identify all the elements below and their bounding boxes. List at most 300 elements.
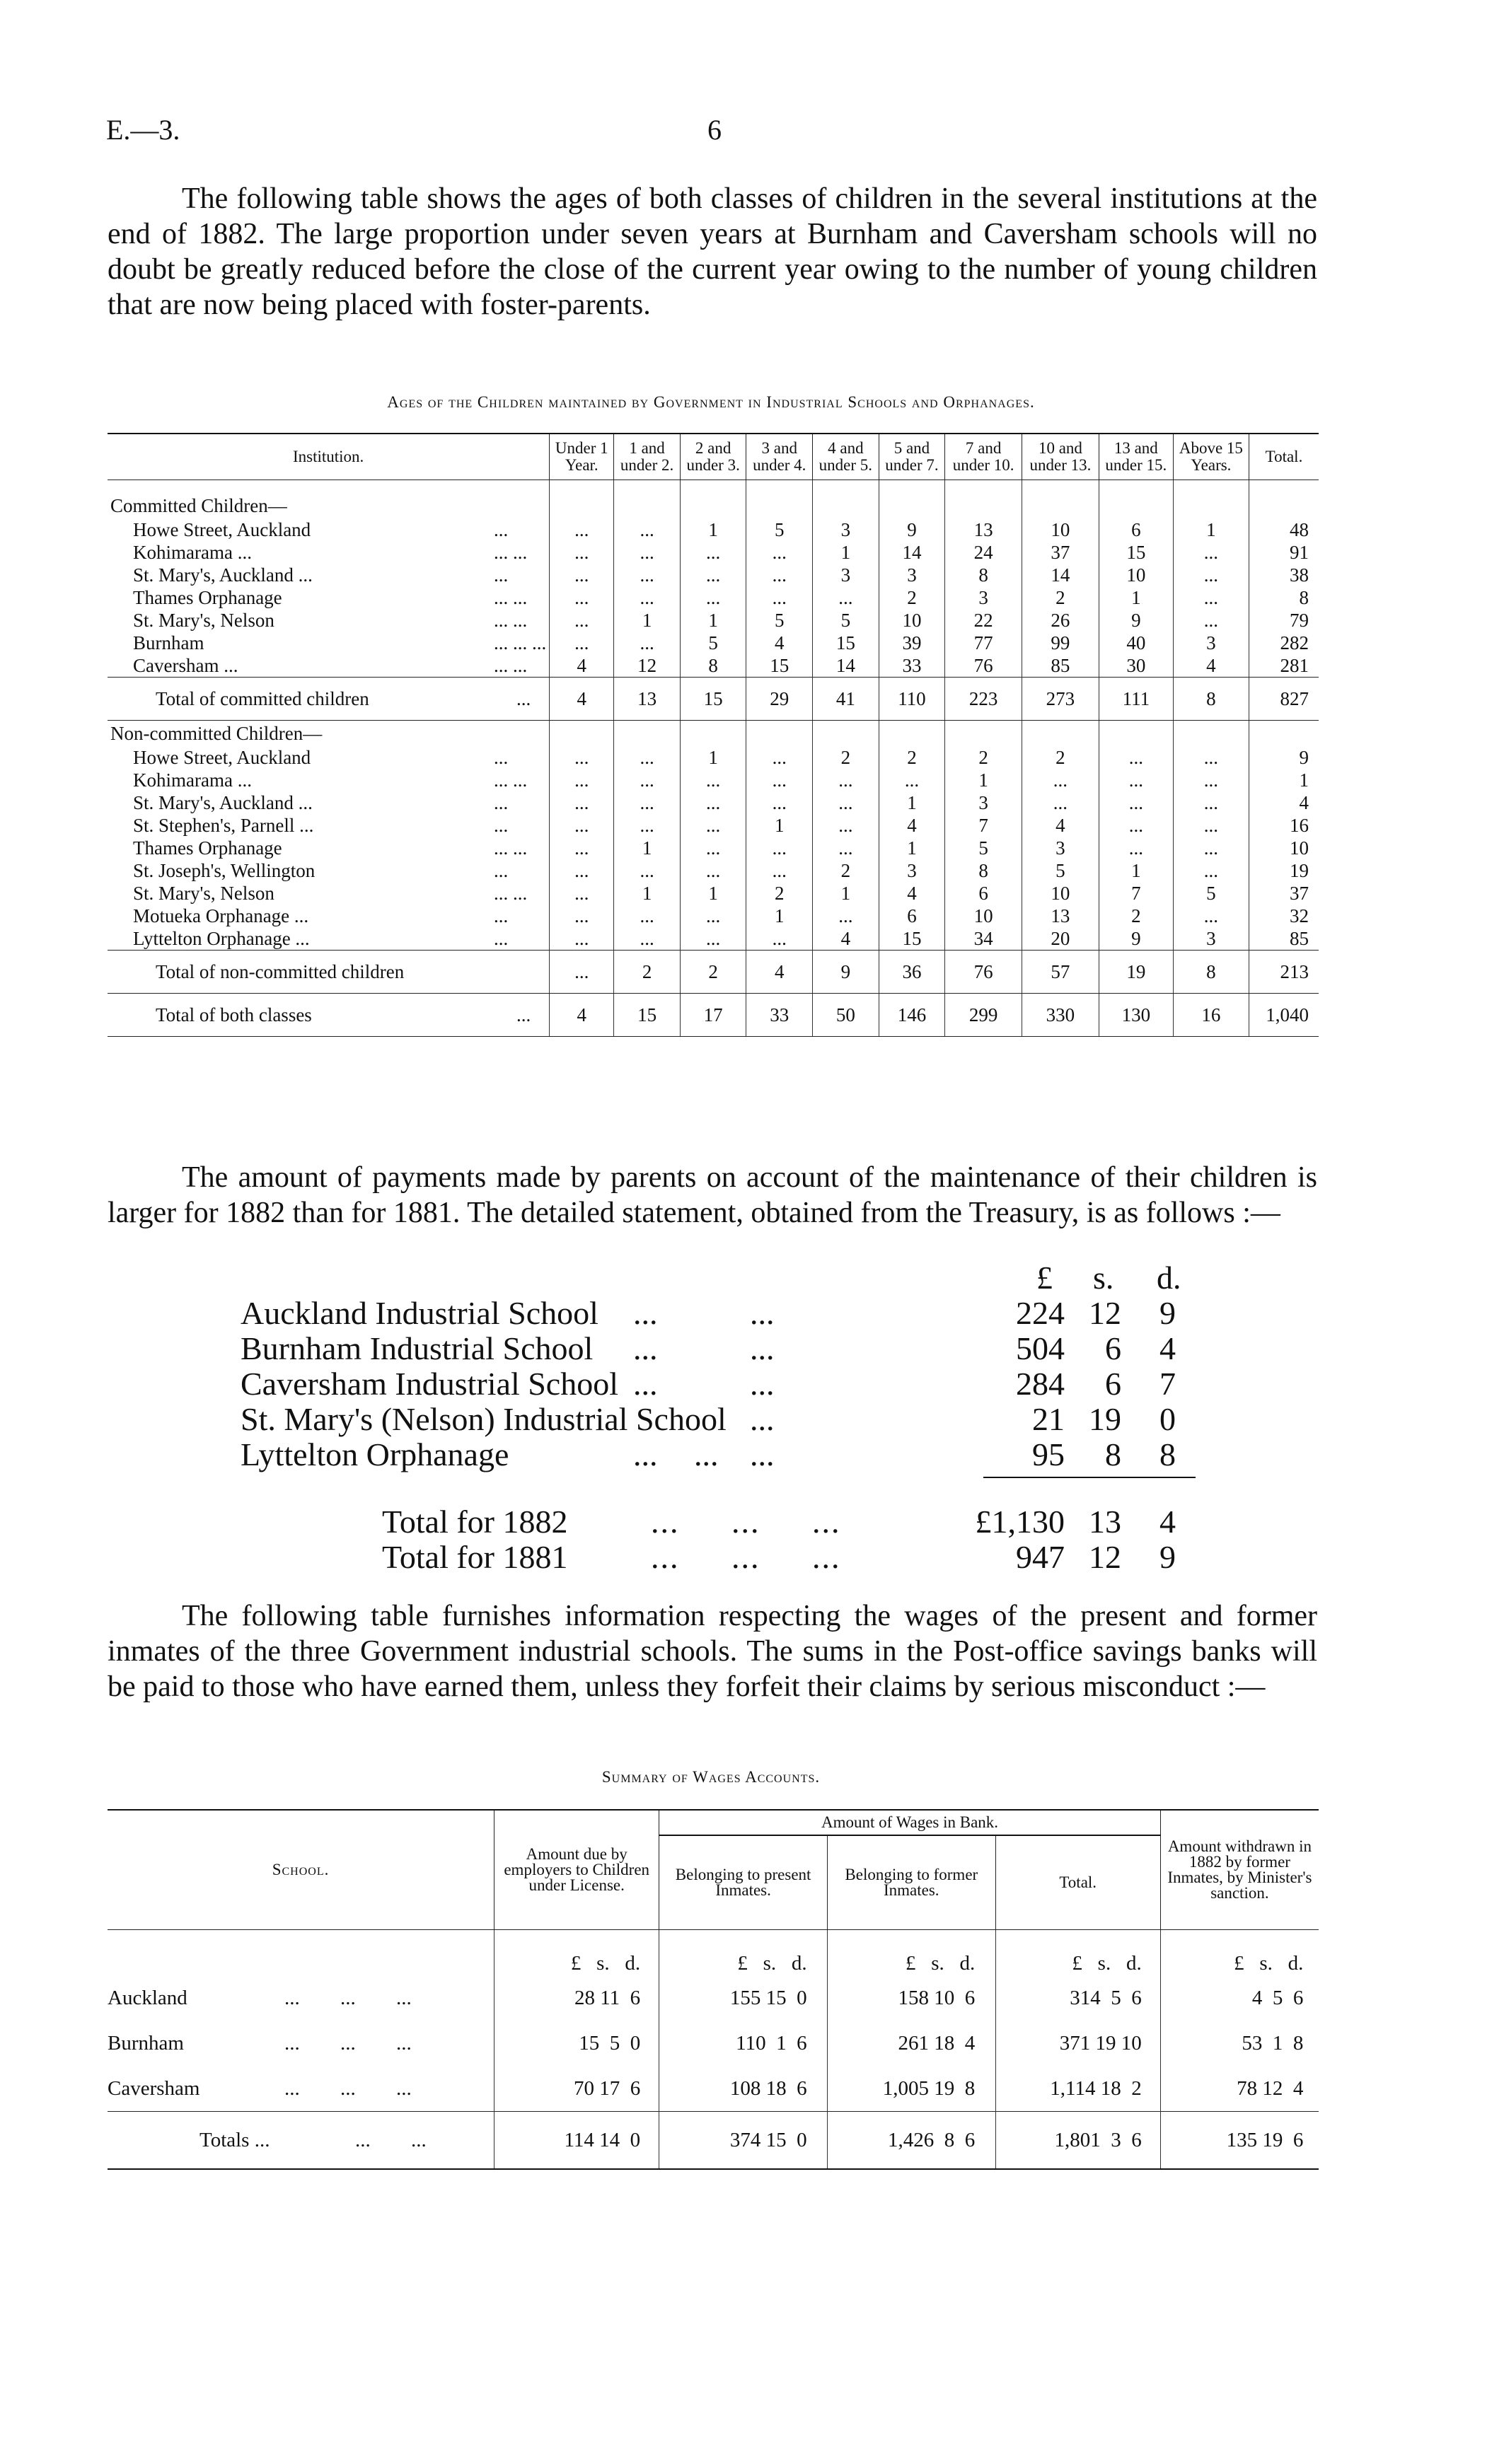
cell-value: ... <box>1173 859 1249 882</box>
leader-dots: ... ... <box>494 541 528 563</box>
empty-cell <box>1173 493 1249 518</box>
col-total: Total. <box>1249 434 1319 480</box>
empty-cell <box>1099 493 1173 518</box>
cell-value: 2 <box>813 746 879 769</box>
payment-label: Caversham Industrial School <box>241 1366 619 1402</box>
cell-value: 34 <box>945 927 1022 951</box>
empty-cell <box>550 493 614 518</box>
cell-value: 4 <box>550 654 614 678</box>
row-label <box>108 882 550 905</box>
payment-label: Total for 1882 <box>382 1504 568 1540</box>
cell-value: 1 <box>614 609 681 632</box>
cell-value: 3 <box>1173 927 1249 951</box>
col-institution: Institution. <box>108 434 550 480</box>
cell-value: ... <box>550 859 614 882</box>
cell-value: ... <box>550 541 614 564</box>
empty-cell <box>614 721 681 747</box>
cell-value: 10 <box>1022 518 1099 541</box>
cell-value: ... <box>614 927 681 951</box>
lsd-header-cell <box>827 1930 995 1976</box>
page-number: 6 <box>707 114 722 146</box>
school-cell <box>108 2112 494 2170</box>
cell-value: 15 <box>680 678 746 721</box>
cell-value: 4 <box>1022 814 1099 837</box>
amount-cell <box>659 1975 828 2021</box>
cell-value: 4 <box>813 927 879 951</box>
amount-cell <box>995 1975 1160 2021</box>
amount-due: 15 5 0 <box>579 2031 641 2055</box>
cell-value: ... <box>746 586 813 609</box>
cell-value: 4 <box>550 994 614 1037</box>
institution-name: St. Stephen's, Parnell ... <box>133 814 314 836</box>
cell-value: 2 <box>945 746 1022 769</box>
amount-cell <box>494 2021 659 2066</box>
cell-value: ... <box>813 905 879 927</box>
leader-dots: ... ... ... <box>284 1986 412 2009</box>
amount-former: 1,005 19 8 <box>882 2076 976 2100</box>
wages-row <box>108 1975 1319 2021</box>
school-name: Auckland <box>108 1986 187 2009</box>
amount-present: 374 15 0 <box>729 2128 807 2151</box>
cell-value: 7 <box>945 814 1022 837</box>
spacer-cell <box>879 480 945 494</box>
amount-shillings: 13 <box>1089 1504 1121 1540</box>
amount-cell <box>995 2066 1160 2112</box>
row-label <box>108 746 550 769</box>
institution-name: St. Joseph's, Wellington <box>133 859 316 881</box>
school-name: Caversham <box>108 2076 200 2100</box>
amount-cell <box>494 2066 659 2112</box>
institution-name: St. Mary's, Auckland ... <box>133 791 313 813</box>
payment-label: Burnham Industrial School <box>241 1330 594 1366</box>
payment-label: Total for 1881 <box>382 1539 568 1575</box>
institution-name: Total of non-committed children <box>156 960 405 982</box>
leader-dots: ... ... ... <box>651 1504 841 1540</box>
spacer-cell <box>108 480 550 494</box>
empty-cell <box>879 493 945 518</box>
cell-value: 5 <box>746 518 813 541</box>
lsd-header-row <box>108 1930 1319 1976</box>
table-row <box>108 609 1319 632</box>
cell-value: 15 <box>1099 541 1173 564</box>
amount-withdrawn: 135 19 6 <box>1226 2128 1304 2151</box>
cell-value: 111 <box>1099 678 1173 721</box>
amount-shillings: 12 <box>1089 1539 1121 1575</box>
row-label <box>108 905 550 927</box>
payment-row <box>241 1436 1231 1471</box>
cell-value: 14 <box>1022 564 1099 586</box>
table-row <box>108 837 1319 859</box>
lsd-header: £ s. d. <box>1234 1952 1304 1975</box>
leader-dots: ... ... <box>633 1436 719 1472</box>
row-label <box>108 654 550 678</box>
cell-value: ... <box>746 791 813 814</box>
row-label <box>108 927 550 951</box>
table-row <box>108 586 1319 609</box>
institution-name: Thames Orphanage <box>133 586 282 608</box>
cell-value: 827 <box>1249 678 1319 721</box>
empty-cell <box>1099 721 1173 747</box>
cell-value: 3 <box>879 564 945 586</box>
leader-dots: ... <box>494 746 509 768</box>
cell-value: ... <box>550 564 614 586</box>
amount-pence: 0 <box>1159 1401 1176 1437</box>
amount-shillings: 19 <box>1089 1401 1121 1437</box>
cell-value: ... <box>680 814 746 837</box>
cell-value: 15 <box>879 927 945 951</box>
leader-dots: ... ... ... <box>651 1539 841 1575</box>
cell-value: ... <box>614 564 681 586</box>
amount-pounds: 224 <box>1016 1295 1065 1331</box>
cell-value: 1 <box>1099 586 1173 609</box>
wages-header-row-1 <box>108 1810 1319 1835</box>
institution-name: Total of committed children <box>156 687 369 709</box>
cell-value: 3 <box>945 791 1022 814</box>
cell-value: 76 <box>945 654 1022 678</box>
group-heading-row <box>108 493 1319 518</box>
cell-value: ... <box>550 837 614 859</box>
cell-value: 15 <box>746 654 813 678</box>
empty-cell <box>1022 721 1099 747</box>
cell-value: 130 <box>1099 994 1173 1037</box>
cell-value: 19 <box>1099 951 1173 994</box>
leader-dots: ... ... <box>494 586 528 608</box>
row-label <box>108 859 550 882</box>
leader-dots: ... <box>494 791 509 813</box>
amount-former: 158 10 6 <box>898 1986 976 2009</box>
cell-value: 37 <box>1249 882 1319 905</box>
cell-value: 29 <box>746 678 813 721</box>
cell-value: ... <box>614 814 681 837</box>
cell-value: ... <box>813 586 879 609</box>
cell-value: 15 <box>813 632 879 654</box>
cell-value: 50 <box>813 994 879 1037</box>
cell-value: 3 <box>1173 632 1249 654</box>
cell-value: 1 <box>614 882 681 905</box>
cell-value: 17 <box>680 994 746 1037</box>
amount-former: 261 18 4 <box>898 2031 976 2055</box>
cell-value: ... <box>1022 791 1099 814</box>
cell-value: 13 <box>614 678 681 721</box>
empty-cell <box>680 493 746 518</box>
cell-value: 4 <box>746 632 813 654</box>
cell-value: 85 <box>1249 927 1319 951</box>
cell-value: ... <box>813 791 879 814</box>
amount-present: 108 18 6 <box>729 2076 807 2100</box>
cell-value: 330 <box>1022 994 1099 1037</box>
amount-shillings: 8 <box>1105 1436 1121 1472</box>
leader-dots: ... <box>516 687 531 709</box>
cell-value: 10 <box>1099 564 1173 586</box>
cell-value: 3 <box>879 859 945 882</box>
cell-value: ... <box>1099 814 1173 837</box>
cell-value: 5 <box>680 632 746 654</box>
leader-dots: ... <box>494 564 509 586</box>
cell-value: ... <box>1022 769 1099 791</box>
amount-pounds: 21 <box>1032 1401 1065 1437</box>
amount-withdrawn: 4 5 6 <box>1251 1986 1304 2009</box>
amount-cell <box>1160 2021 1319 2066</box>
amount-cell <box>659 2112 828 2170</box>
document-code: E.—3. <box>106 114 180 146</box>
empty-cell <box>680 721 746 747</box>
cell-value: 2 <box>1022 746 1099 769</box>
amount-pence: 4 <box>1159 1330 1176 1366</box>
cell-value: 1 <box>614 837 681 859</box>
cell-value: ... <box>746 927 813 951</box>
cell-value: 15 <box>614 994 681 1037</box>
empty-cell <box>550 721 614 747</box>
cell-value: 37 <box>1022 541 1099 564</box>
payment-row <box>241 1365 1231 1400</box>
row-label <box>108 951 550 994</box>
cell-value: ... <box>550 586 614 609</box>
cell-value: 6 <box>945 882 1022 905</box>
empty-cell <box>945 493 1022 518</box>
cell-value: 2 <box>813 859 879 882</box>
cell-value: 1,040 <box>1249 994 1319 1037</box>
cell-value: 1 <box>879 837 945 859</box>
table-row <box>108 791 1319 814</box>
cell-value: 1 <box>680 609 746 632</box>
cell-value: 5 <box>945 837 1022 859</box>
cell-value: 8 <box>945 564 1022 586</box>
col-withdrawn: Amount withdrawn in 1882 by former Inmates, by Minister's sanction. <box>1160 1810 1319 1930</box>
leader-dots: ... <box>750 1330 775 1366</box>
leader-dots: ... ... <box>494 609 528 631</box>
leader-dots: ... <box>750 1436 775 1472</box>
leader-dots: ... <box>516 1004 531 1025</box>
lsd-header: £ s. d. <box>570 1952 641 1975</box>
empty-cell <box>614 493 681 518</box>
cell-value: ... <box>879 769 945 791</box>
amount-pounds: 284 <box>1016 1366 1065 1402</box>
cell-value: 99 <box>1022 632 1099 654</box>
intro-paragraph: The following table shows the ages of both classes of children in the several institutions at the end of 1882. The large proportion under seven years at Burnham and Caversham schools will no doubt be greatly reduced before the close of the current year owing to the number of young children that are now being placed with foster-parents. <box>108 182 1317 321</box>
amount-total: 314 5 6 <box>1070 1986 1142 2009</box>
col-7-10: 7 and under 10. <box>945 434 1022 480</box>
cell-value: 9 <box>1099 609 1173 632</box>
cell-value: 76 <box>945 951 1022 994</box>
leader-dots: ... ... <box>494 837 528 859</box>
payment-total-row <box>241 1503 1231 1538</box>
cell-value: 213 <box>1249 951 1319 994</box>
leader-dots: ... ... <box>494 882 528 904</box>
col-3-4: 3 and under 4. <box>746 434 813 480</box>
cell-value: ... <box>614 905 681 927</box>
amount-cell <box>1160 2112 1319 2170</box>
row-label <box>108 564 550 586</box>
table-row <box>108 541 1319 564</box>
col-above-15: Above 15 Years. <box>1173 434 1249 480</box>
col-2-3: 2 and under 3. <box>680 434 746 480</box>
empty-cell <box>879 721 945 747</box>
cell-value: ... <box>1173 769 1249 791</box>
table-row <box>108 518 1319 541</box>
row-label <box>108 814 550 837</box>
cell-value: 16 <box>1173 994 1249 1037</box>
cell-value: ... <box>746 769 813 791</box>
cell-value: 1 <box>1173 518 1249 541</box>
cell-value: 1 <box>746 814 813 837</box>
amount-cell <box>1160 1975 1319 2021</box>
cell-value: 3 <box>813 564 879 586</box>
cell-value: 26 <box>1022 609 1099 632</box>
cell-value: 1 <box>813 541 879 564</box>
cell-value: 4 <box>879 814 945 837</box>
cell-value: ... <box>614 518 681 541</box>
spacer-cell <box>1173 480 1249 494</box>
cell-value: ... <box>550 746 614 769</box>
col-under-1: Under 1 Year. <box>550 434 614 480</box>
payment-row <box>241 1330 1231 1365</box>
cell-value: 273 <box>1022 678 1099 721</box>
table-row <box>108 678 1319 721</box>
row-label <box>108 837 550 859</box>
table-row <box>108 994 1319 1037</box>
lsd-header-cell <box>659 1930 828 1976</box>
amount-shillings: 6 <box>1105 1366 1121 1402</box>
cell-value: 16 <box>1249 814 1319 837</box>
cell-value: ... <box>1173 814 1249 837</box>
col-school: School. <box>108 1810 494 1930</box>
cell-value: ... <box>614 859 681 882</box>
wages-table-caption: Summary of Wages Accounts. <box>601 1768 821 1786</box>
cell-value: 39 <box>879 632 945 654</box>
spacer-row <box>108 480 1319 494</box>
cell-value: ... <box>680 837 746 859</box>
payment-label: Auckland Industrial School <box>241 1295 598 1331</box>
cell-value: ... <box>680 564 746 586</box>
cell-value: ... <box>1173 564 1249 586</box>
leader-dots: ... <box>750 1401 775 1437</box>
cell-value: 5 <box>1173 882 1249 905</box>
cell-value: 33 <box>879 654 945 678</box>
cell-value: ... <box>550 791 614 814</box>
lsd-header-cell <box>995 1930 1160 1976</box>
col-present-inmates: Belonging to present Inmates. <box>659 1835 828 1930</box>
leader-dots: ... <box>494 518 509 540</box>
row-label <box>108 632 550 654</box>
cell-value: ... <box>614 541 681 564</box>
cell-value: ... <box>550 814 614 837</box>
cell-value: 281 <box>1249 654 1319 678</box>
cell-value: ... <box>550 769 614 791</box>
wages-row <box>108 2021 1319 2066</box>
amount-pence: 9 <box>1159 1295 1176 1331</box>
institution-name: St. Mary's, Nelson <box>133 882 274 904</box>
cell-value: ... <box>680 769 746 791</box>
school-cell <box>108 2066 494 2112</box>
cell-value: 3 <box>945 586 1022 609</box>
group-heading: Non-committed Children— <box>110 722 323 744</box>
spacer-cell <box>945 480 1022 494</box>
cell-value: ... <box>550 927 614 951</box>
institution-name: Howe Street, Auckland <box>133 518 311 540</box>
cell-value: ... <box>1099 837 1173 859</box>
amount-cell <box>827 1975 995 2021</box>
leader-dots: ... <box>750 1366 775 1402</box>
cell-value: ... <box>614 791 681 814</box>
lsd-header-cell <box>1160 1930 1319 1976</box>
cell-value: 6 <box>879 905 945 927</box>
empty-cell <box>1249 721 1319 747</box>
cell-value: ... <box>746 541 813 564</box>
amount-due: 70 17 6 <box>573 2076 641 2100</box>
payment-label: Lyttelton Orphanage <box>241 1436 509 1472</box>
amount-cell <box>827 2066 995 2112</box>
table-row <box>108 746 1319 769</box>
col-bank-total: Total. <box>995 1835 1160 1930</box>
spacer-cell <box>550 480 614 494</box>
cell-value: 1 <box>746 905 813 927</box>
cell-value: 13 <box>1022 905 1099 927</box>
cell-value: 5 <box>746 609 813 632</box>
col-10-13: 10 and under 13. <box>1022 434 1099 480</box>
amount-withdrawn: 53 1 8 <box>1242 2031 1304 2055</box>
leader-dots: ... <box>494 814 509 836</box>
cell-value: 2 <box>1099 905 1173 927</box>
cell-value: 2 <box>1022 586 1099 609</box>
amount-due: 114 14 0 <box>564 2128 641 2151</box>
payment-row <box>241 1400 1231 1436</box>
institution-name: St. Mary's, Auckland ... <box>133 564 313 586</box>
spacer-cell <box>614 480 681 494</box>
cell-value: 4 <box>550 678 614 721</box>
cell-value: 13 <box>945 518 1022 541</box>
table-row <box>108 905 1319 927</box>
cell-value: 9 <box>879 518 945 541</box>
cell-value: ... <box>746 859 813 882</box>
cell-value: 2 <box>614 951 681 994</box>
cell-value: 40 <box>1099 632 1173 654</box>
row-label <box>108 994 550 1037</box>
cell-value: 12 <box>614 654 681 678</box>
cell-value: ... <box>680 859 746 882</box>
cell-value: 5 <box>1022 859 1099 882</box>
empty-cell <box>1249 493 1319 518</box>
cell-value: ... <box>1173 837 1249 859</box>
institution-name: Kohimarama ... <box>133 541 252 563</box>
leader-dots: ... <box>494 859 509 881</box>
col-4-5: 4 and under 5. <box>813 434 879 480</box>
institution-name: Burnham <box>133 632 204 653</box>
cell-value: 1 <box>1249 769 1319 791</box>
amount-shillings: 6 <box>1105 1330 1121 1366</box>
cell-value: 2 <box>680 951 746 994</box>
row-label <box>108 518 550 541</box>
cell-value: 1 <box>680 746 746 769</box>
cell-value: 1 <box>813 882 879 905</box>
payments-paragraph: The amount of payments made by parents on account of the maintenance of their children is larger for 1882 than for 1881. The detailed statement, obtained from the Treasury, is as follows :— <box>108 1161 1317 1229</box>
shilling-header: s. <box>1093 1260 1114 1296</box>
institution-name: Lyttelton Orphanage ... <box>133 927 310 949</box>
row-label <box>108 791 550 814</box>
col-wages-in-bank: Amount of Wages in Bank. <box>659 1810 1161 1835</box>
school-cell <box>108 1975 494 2021</box>
lsd-header-cell <box>494 1930 659 1976</box>
empty-cell <box>1022 493 1099 518</box>
cell-value: 30 <box>1099 654 1173 678</box>
amount-pence: 8 <box>1159 1436 1176 1472</box>
lsd-header: £ s. d. <box>737 1952 807 1975</box>
cell-value: 6 <box>1099 518 1173 541</box>
amount-present: 155 15 0 <box>729 1986 807 2009</box>
table-row <box>108 882 1319 905</box>
amount-pence: 4 <box>1159 1504 1176 1540</box>
cell-value: 3 <box>813 518 879 541</box>
amount-cell <box>995 2112 1160 2170</box>
